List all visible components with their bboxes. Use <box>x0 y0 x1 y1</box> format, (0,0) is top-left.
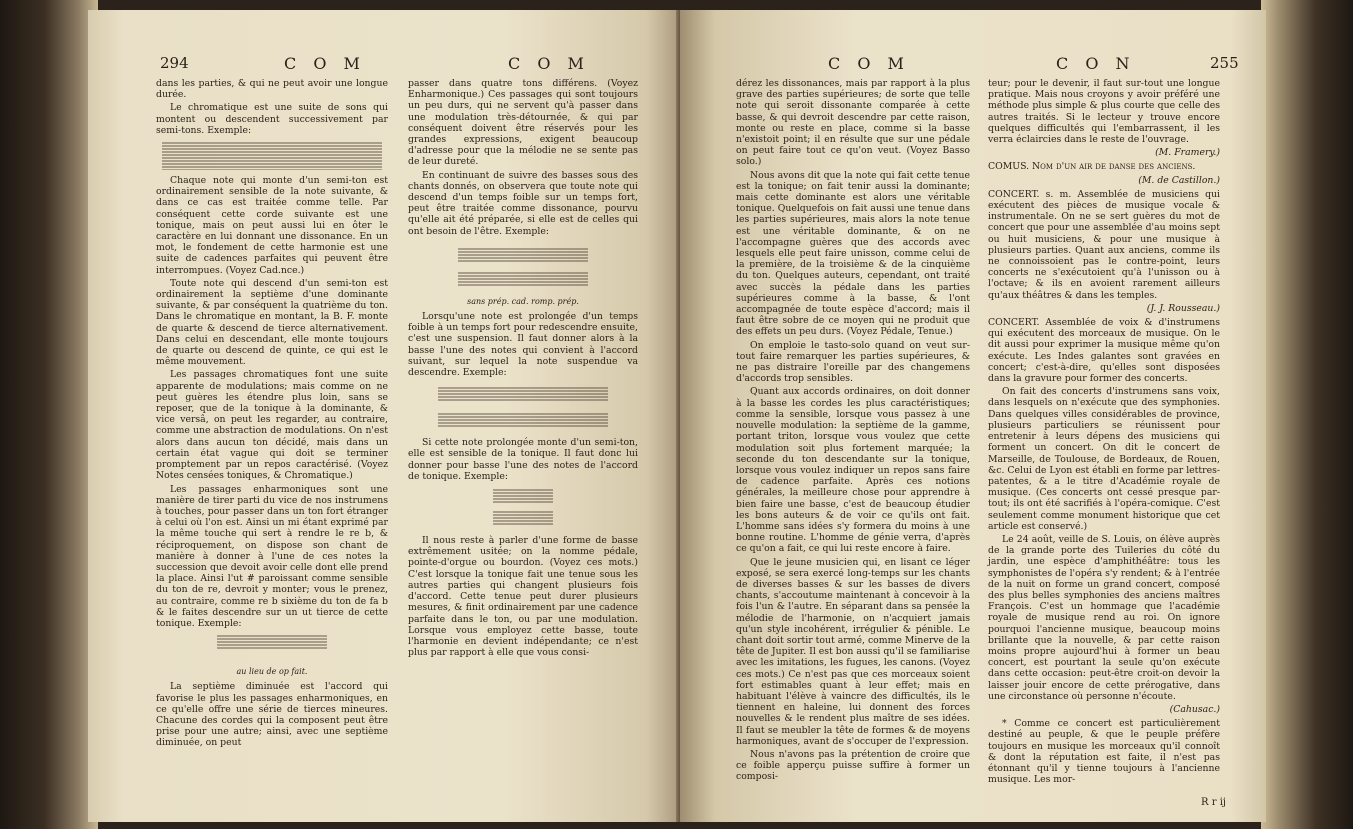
paragraph: La septième diminuée est l'accord qui favorise le plus les passages enharmoniques, en ce qu'elle offre une série de tierces mineures. Chacune des cordes qui la composent peut être prise pour une autre; ainsi, avec une septième diminuée, on peut <box>156 681 388 749</box>
left-running-head-2: C O M <box>508 54 590 73</box>
author-attribution: (M. Framery.) <box>1155 147 1220 159</box>
entry-comus: COMUS. Nom d'un air de danse des anciens. <box>988 161 1196 173</box>
left-page <box>88 10 682 822</box>
paragraph: Lorsqu'une note est prolongée d'un temps foible à un temps fort pour redescendre ensuite, c'est une suspension. Il faut donner alors à la basse l'une des notes qui convient à l'accord suivant, sur lequel la note suspendue va descendre. Exemple: <box>408 311 638 379</box>
right-column-1 <box>736 78 970 785</box>
music-example-suspension <box>438 382 608 432</box>
author-attribution: (M. de Castillon.) <box>1138 174 1220 186</box>
paragraph: teur; pour le devenir, il faut sur-tout une longue pratique. Mais nous croyons y avoir préféré une méthode plus simple & plus courte que celle des autres traités. Si le lecteur y trouve encore quelques difficultés qui l'embarrassent, il les verra éclaircies dans le reste de l'ouvrage. <box>988 78 1220 146</box>
paragraph: Quant aux accords ordinaires, on doit donner à la basse les cordes les plus caractéristiques; comme la sensible, lorsque vous passez à une nouvelle modulation: la septième de la gamme, portant triton, lorsque vous voulez que cette modulation soit plus fortement marquée; la seconde du ton descendante sur la tonique, lorsque vous voulez indiquer un repos sans faire de cadence parfaite. Après ces notions générales, la meilleure chose pour apprendre à bien faire une basse, c'est de beaucoup étudier les bons auteurs & de voir ce qu'ils ont fait. L'homme sans idées s'y formera du moins à une bonne routine. L'homme de génie verra, d'après ce qu'on a fait, ce qui lui reste encore à faire. <box>736 386 970 555</box>
music-example-caption: sans prép. cad. romp. prép. <box>467 296 579 306</box>
entry-concert: CONCERT. s. m. Assemblée de musiciens qui exécutent des pièces de musique vocale & instrumentale. On ne se sert guères du mot de concert que pour une assemblée d'au moins sept ou huit musiciens, & pour une musique à plusieurs parties. Quant aux anciens, comme ils ne connoissoient pas le contre-point, leurs concerts ne s'exécutoient qu'à l'unisson ou à l'octave; & ils en avoient rarement ailleurs qu'aux théâtres & dans les temples. <box>988 188 1220 301</box>
paragraph: En continuant de suivre des basses sous des chants donnés, on observera que toute note qui descend d'un temps foible sur un temps fort, peut être traitée comme dissonance, pourvu qu'elle ait été préparée, si elle est de celles qui ont besoin de l'être. Exemple: <box>408 169 638 237</box>
music-example-tonic <box>493 486 553 530</box>
paragraph: dans les parties, & qui ne peut avoir une longue durée. <box>156 78 388 101</box>
music-example-enharmonic <box>217 633 327 661</box>
paragraph: * Comme ce concert est particulièrement destiné au peuple, & que le peuple préfère toujours en musique les morceaux qu'il connoît & dont la réputation est faite, il n'est pas étonnant qu'il y tienne toujours à l'ancienne musique. Les mor- <box>988 718 1220 786</box>
right-page-stack <box>1261 0 1353 829</box>
paragraph: Le 24 août, veille de S. Louis, on élève auprès de la grande porte des Tuileries du côté du jardin, une espèce d'amphithéâtre: tous les symphonistes de l'opéra s'y rendent; & à l'entrée de la nuit on forme un grand concert, composé des plus belles symphonies des anciens maîtres François. C'est un hommage que l'académie royale de musique rend au roi. On ignore pourquoi l'ancienne musique, beaucoup moins brillante que la nouvelle, & par cette raison moins propre aujourd'hui à former un beau concert, est pourtant la seule qu'on exécute dans cette occasion: peut-être croit-on devoir la laisser jouir encore de cette prérogative, dans une circonstance où personne n'écoute. <box>988 533 1220 702</box>
paragraph: On fait des concerts d'instrumens sans voix, dans lesquels on n'exécute que des symphonies. Dans quelques villes considérables de province, plusieurs particuliers se réunissent pour entretenir à leurs dépens des musiciens qui forment un concert. On dit le concert de Marseille, de Toulouse, de Bordeaux, de Rouen, &c. Celui de Lyon est établi en forme par lettres-patentes, & a le titre d'Académie royale de musique. (Ces concerts ont cessé presque par-tout; ils ont été sacrifiés à l'opéra-comique. C'est seulement comme monument historique que cet article est conservé.) <box>988 386 1220 532</box>
paragraph: Il nous reste à parler d'une forme de basse extrêmement usitée; on la nomme pédale, pointe-d'orgue ou bourdon. (Voyez ces mots.) C'est lorsque la tonique fait une tenue sous les autres parties qui changent plusieurs fois d'accord. Cette tenue peut durer plusieurs mesures, & finit ordinairement par une cadence parfaite dans le ton, ou par une modulation. Lorsque vous employez cette basse, toute l'harmonie en devient indépendante; ce n'est plus par rapport à elle que vous consi- <box>408 535 638 659</box>
right-column-2 <box>988 78 1220 787</box>
paragraph: Les passages chromatiques font une suite apparente de modulations; mais comme on ne peut guères les étendre plus loin, sans se reposer, que de la tonique à la dominante, & vice versâ, on peut les regarder, au contraire, comme une abstraction de modulations. On n'est alors dans aucun ton décidé, mais dans un certain état vague qui doit se terminer promptement par un repos caractérisé. (Voyez Notes censées toniques, & Chromatique.) <box>156 369 388 482</box>
paragraph: Si cette note prolongée monte d'un semi-ton, elle est sensible de la tonique. Il faut donc lui donner pour basse l'une des notes de l'accord de tonique. Exemple: <box>408 437 638 482</box>
paragraph: Nous avons dit que la note qui fait cette tenue est la tonique; on fait tenir aussi la dominante; mais cette dominante est alors une véritable tonique. Quelquefois on fait aussi une tenue dans les parties supérieures, mais alors la note tenue est une véritable dominante, & on ne l'accompagne guères que des accords avec lesquels elle peut faire unisson, comme celui de la première, de la troisième & de la cinquième du ton. Quelques auteurs, cependant, ont traité avec succès la pédale dans les parties supérieures comme à la basse, & l'ont accompagnée de toute espèce d'accord; mais il faut être sobre de ce moyen qui ne produit que des effets un peu durs. (Voyez Pédale, Tenue.) <box>736 169 970 338</box>
paragraph: passer dans quatre tons différens. (Voyez Enharmonique.) Ces passages qui sont toujours un peu durs, qui ne servent qu'à passer dans une modulation très-détournée, & qui par conséquent doivent être réservés pour les grandes expressions, exigent beaucoup d'adresse pour que la mélodie ne se sente pas de leur dureté. <box>408 78 638 168</box>
paragraph: Les passages enharmoniques sont une manière de tirer parti du vice de nos instrumens à touches, pour passer dans un ton fort étranger à celui où l'on est. Ainsi un mi étant exprimé par la même touche qui sert à rendre le re b, & réciproquement, on dispose son chant de manière à donner à l'une de ces notes la succession que devoit avoir celle dont elle prend la place. Ainsi l'ut # paroissant comme sensible du ton de re, devroit y monter; vous le prenez, au contraire, comme re b sixième du ton de fa b & le faites descendre sur un ut tierce de cette tonique. Exemple: <box>156 483 388 629</box>
left-page-number: 294 <box>160 54 189 72</box>
printer-signature: R r ij <box>1201 797 1226 808</box>
left-column-1 <box>156 78 388 751</box>
author-attribution: (J. J. Rousseau.) <box>1146 302 1220 314</box>
right-running-head-2: C O N <box>1056 54 1136 73</box>
right-page <box>680 10 1266 822</box>
paragraph: On emploie le tasto-solo quand on veut sur-tout faire remarquer les parties supérieures, & ne pas distraire l'oreille par des changemens d'accords trop sensibles. <box>736 339 970 385</box>
paragraph: Nous n'avons pas la prétention de croire que ce foible apperçu puisse suffire à former un composi- <box>736 748 970 783</box>
paragraph: Chaque note qui monte d'un semi-ton est ordinairement sensible de la note suivante, & dans ce cas est traitée comme telle. Par conséquent cette corde suivante est une tonique, mais on peut aussi lui en ôter le caractère en lui donnant une dissonance. En un mot, le fondement de cette harmonie est une suite de cadences parfaites qui peuvent être interrompues. (Voyez Cad.nce.) <box>156 175 388 276</box>
right-running-head-1: C O M <box>828 54 910 73</box>
left-running-head-1: C O M <box>284 54 366 73</box>
paragraph: Toute note qui descend d'un semi-ton est ordinairement la septième d'une dominante suivante, & par conséquent la quatrième du ton. Dans le chromatique en montant, la B. F. monte de quarte & descend de tierce alternativement. Dans celui en descendant, elle monte toujours de quarte ou descend de quinte, ce qui est le même mouvement. <box>156 277 388 368</box>
music-example-chromatic <box>162 140 382 170</box>
author-attribution: (Cahusac.) <box>1169 703 1220 715</box>
music-example-dissonance <box>458 241 588 291</box>
paragraph: Que le jeune musicien qui, en lisant ce léger exposé, se sera exercé long-temps sur les chants de diverses basses & sur les basses de divers chants, s'accoutume maintenant à concevoir à la fois l'un & l'autre. En séparant dans sa pensée la mélodie de l'harmonie, on n'acquiert jamais qu'un style incohérent, irrégulier & pénible. Le chant doit sortir tout armé, comme Minerve de la tête de Jupiter. Il est bon aussi qu'il se familiarise avec les imitations, les fugues, les canons. (Voyez ces mots.) Ce n'est pas que ces morceaux soient fort estimables quant à leur effet; mais en habituant l'élève à vaincre des difficultés, ils le tiennent en haleine, lui donnent des forces nouvelles & le rendent plus maître de ses idées. Il faut se meubler la tête de formes & de moyens harmoniques, avant de s'occuper de l'expression. <box>736 556 970 747</box>
music-example-caption: au lieu de op fait. <box>236 667 308 677</box>
paragraph: Le chromatique est une suite de sons qui montent ou descendent successivement par semi-tons. Exemple: <box>156 102 388 136</box>
left-page-stack <box>0 0 98 829</box>
entry-concert-2: CONCERT. Assemblée de voix & d'instrumens qui exécutent des morceaux de musique. On le dit aussi pour exprimer la musique même qu'on exécute. Les Indes galantes sont gravées en concert; c'est-à-dire, qu'elles sont disposées dans la gravure pour former des concerts. <box>988 317 1220 385</box>
left-column-2 <box>408 78 638 660</box>
right-page-number: 255 <box>1210 54 1239 72</box>
paragraph: dérez les dissonances, mais par rapport à la plus grave des parties supérieures; de sorte que telle note qui seroit dissonante comparée à cette basse, & qui devroit descendre par cette raison, monte ou reste en place, comme si la basse n'existoit point; il en résulte que sur une pédale on peut faire tout ce qu'on veut. (Voyez Basso solo.) <box>736 78 970 168</box>
